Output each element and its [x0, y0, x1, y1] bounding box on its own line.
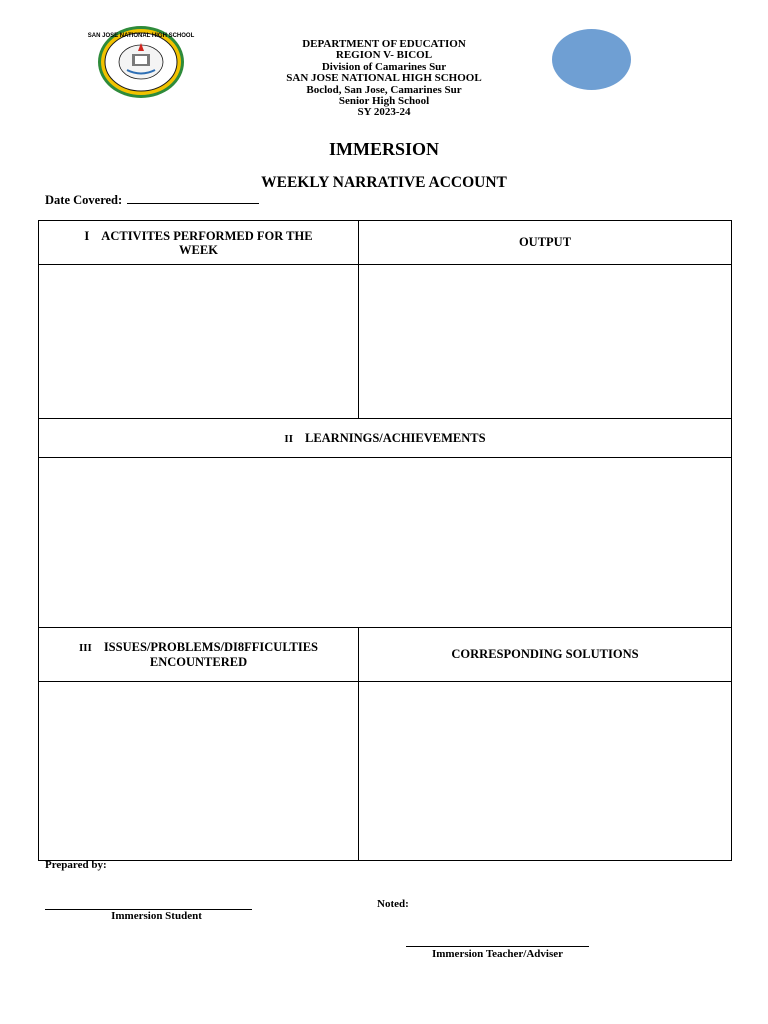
page-subtitle: WEEKLY NARRATIVE ACCOUNT: [261, 174, 507, 191]
noted-label: Noted:: [377, 898, 409, 910]
activities-header: [39, 221, 359, 265]
teacher-label: Immersion Teacher/Adviser: [431, 948, 564, 960]
section-numeral: II: [284, 432, 293, 445]
school-seal-logo: [87, 25, 195, 99]
blue-oval-emblem: [552, 29, 631, 90]
issues-input-area[interactable]: [39, 682, 359, 861]
solutions-header: [359, 628, 732, 682]
output-label: OUTPUT: [518, 235, 572, 249]
solutions-label: CORRESPONDING SOLUTIONS: [451, 647, 639, 661]
solutions-input-area[interactable]: [359, 682, 732, 861]
activities-input-area[interactable]: [39, 265, 359, 419]
learnings-label: LEARNINGS/ACHIEVEMENTS: [304, 430, 486, 445]
output-input-area[interactable]: [359, 265, 732, 419]
header-line: SY 2023-24: [357, 106, 411, 119]
page-title: IMMERSION: [328, 139, 439, 159]
issues-header: [39, 628, 359, 682]
date-covered-blank[interactable]: [127, 191, 259, 204]
date-covered-label: Date Covered:: [45, 193, 123, 207]
header-line: Boclod, San Jose, Camarines Sur: [306, 83, 462, 96]
prepared-by-label: Prepared by:: [45, 859, 107, 871]
output-header: [359, 221, 732, 265]
activities-label-line2: WEEK: [179, 242, 218, 257]
header-line: Division of Camarines Sur: [321, 60, 447, 73]
learnings-input-area[interactable]: [39, 458, 732, 628]
issues-label-line2: ENCOUNTERED: [149, 655, 248, 669]
student-label: Immersion Student: [111, 910, 202, 922]
school-header: [234, 39, 534, 119]
section-numeral: I: [84, 228, 90, 243]
section-numeral: III: [78, 642, 92, 654]
learnings-header: [39, 419, 732, 458]
issues-label-line1: ISSUES/PROBLEMS/DI8FFICULTIES: [103, 640, 319, 654]
date-covered-field[interactable]: [45, 191, 259, 208]
teacher-signature-line[interactable]: [406, 946, 589, 947]
header-line: REGION V- BICOL: [335, 49, 433, 62]
narrative-form-table: [38, 220, 732, 861]
activities-label-line1: ACTIVITES PERFORMED FOR THE: [101, 228, 313, 243]
header-line: Senior High School: [338, 95, 430, 108]
header-line: SAN JOSE NATIONAL HIGH SCHOOL: [286, 72, 482, 85]
header-line: DEPARTMENT OF EDUCATION: [302, 38, 466, 50]
svg-text:SAN JOSE NATIONAL HIGH SCHOOL: SAN JOSE NATIONAL HIGH SCHOOL: [87, 33, 195, 39]
